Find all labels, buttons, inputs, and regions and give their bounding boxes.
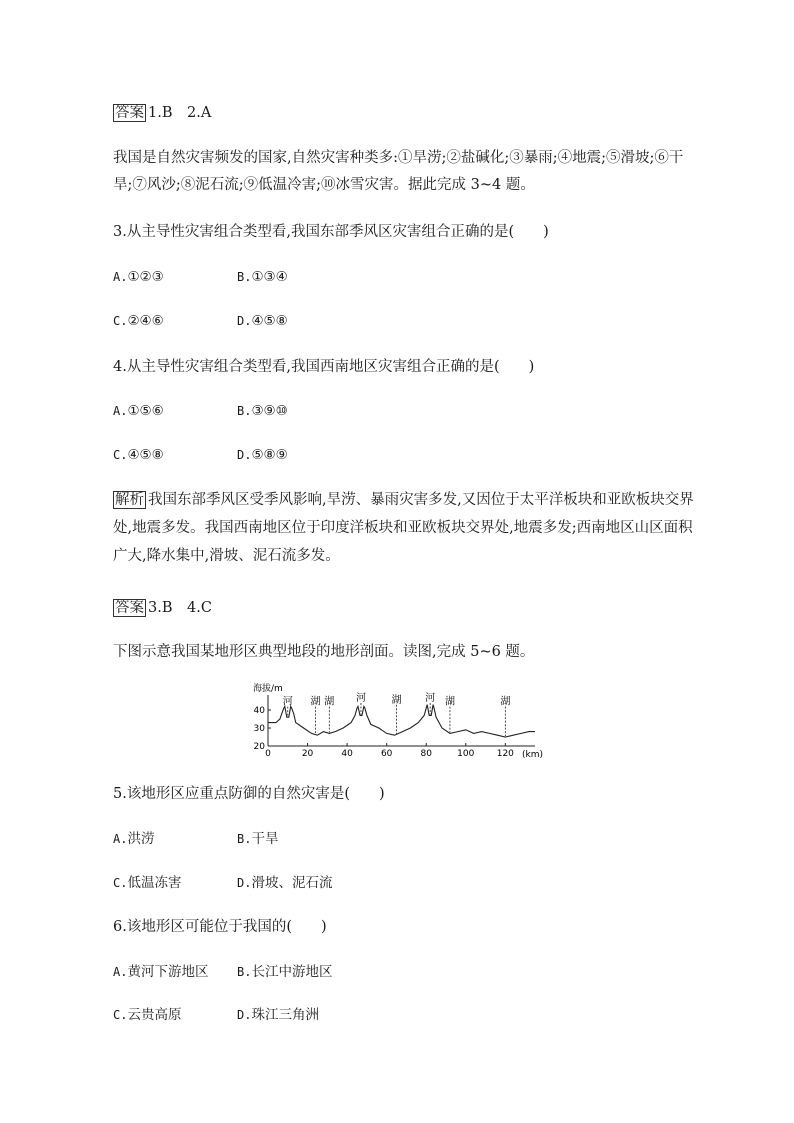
q3-option-a[interactable]: A.①②③ (113, 269, 164, 285)
q5-option-a[interactable]: A.洪涝 (113, 831, 155, 847)
question-5-stem: 5.该地形区应重点防御的自然灾害是( ) (113, 786, 385, 802)
annotation-label: 河 (282, 696, 293, 708)
x-tick-label: 60 (380, 749, 393, 759)
intro-3-4-line-1: 我国是自然灾害频发的国家,自然灾害种类多:①旱涝;②盐碱化;③暴雨;④地震;⑤滑坡;⑥干 (113, 150, 684, 166)
q5-option-c[interactable]: C.低温冻害 (113, 875, 182, 891)
annotation-label: 河 (355, 693, 366, 704)
x-tick-label: 40 (341, 749, 353, 759)
q3-option-c[interactable]: C.②④⑥ (113, 313, 164, 329)
annotation-label: 湖 (324, 696, 335, 708)
x-tick-label: 0 (265, 749, 271, 759)
annotation-label: 湖 (444, 696, 455, 708)
terrain-profile-line (268, 705, 535, 737)
intro-3-4-line-2: 旱;⑦风沙;⑧泥石流;⑨低温冷害;⑩冰雪灾害。据此完成 3~4 题。 (113, 177, 535, 193)
annotation-label: 河 (425, 693, 436, 704)
q3-option-b[interactable]: B.①③④ (237, 269, 288, 285)
analysis-tag: 解析 (115, 492, 144, 508)
x-axis-unit-label: (km) (522, 750, 544, 760)
answer-tag: 答案 (115, 105, 144, 121)
y-tick-label: 40 (253, 706, 265, 716)
q4-option-a[interactable]: A.①⑤⑥ (113, 403, 164, 419)
q3-option-d[interactable]: D.④⑤⑧ (237, 313, 288, 329)
annotation-label: 湖 (500, 696, 511, 708)
analysis-line-3: 广大,降水集中,滑坡、泥石流多发。 (113, 548, 340, 564)
q6-option-d[interactable]: D.珠江三角洲 (237, 1007, 319, 1023)
question-3-stem: 3.从主导性灾害组合类型看,我国东部季风区灾害组合正确的是( ) (113, 224, 549, 240)
q5-option-d[interactable]: D.滑坡、泥石流 (237, 875, 333, 891)
q6-option-b[interactable]: B.长江中游地区 (237, 964, 333, 980)
q4-option-d[interactable]: D.⑤⑧⑨ (237, 447, 288, 463)
x-tick-label: 120 (496, 749, 514, 759)
q6-option-a[interactable]: A.黄河下游地区 (113, 964, 209, 980)
q5-option-b[interactable]: B.干旱 (237, 831, 279, 847)
question-6-stem: 6.该地形区可能位于我国的( ) (113, 919, 327, 935)
y-tick-label: 30 (253, 724, 265, 734)
annotation-label: 湖 (310, 696, 321, 708)
analysis-line-1 (113, 490, 694, 510)
answer-tag-2: 答案 (115, 600, 144, 616)
x-tick-label: 100 (457, 749, 475, 759)
analysis-text-1: 我国东部季风区受季风影响,旱涝、暴雨灾害多发,又因位于太平洋板块和亚欧板块交界 (148, 492, 694, 508)
q4-option-b[interactable]: B.③⑨⑩ (237, 403, 288, 419)
x-tick-label: 80 (420, 749, 432, 759)
analysis-line-2: 处,地震多发。我国西南地区位于印度洋板块和亚欧板块交界处,地震多发;西南地区山区面积 (113, 520, 693, 536)
terrain-profile-chart (250, 680, 550, 760)
annotations (283, 692, 511, 736)
answer-line-1-2 (113, 103, 211, 123)
answer-text: 1.B 2.A (148, 105, 212, 121)
x-ticks (265, 743, 514, 759)
answer-text-2: 3.B 4.C (148, 600, 212, 616)
intro-5-6: 下图示意我国某地形区典型地段的地形剖面。读图,完成 5~6 题。 (113, 644, 535, 660)
y-axis-label: 海拔/m (253, 684, 283, 694)
annotation-label: 湖 (391, 694, 402, 706)
q6-option-c[interactable]: C.云贵高原 (113, 1007, 182, 1023)
answer-line-3-4 (113, 598, 212, 618)
y-tick-label: 20 (253, 742, 265, 752)
question-4-stem: 4.从主导性灾害组合类型看,我国西南地区灾害组合正确的是( ) (113, 359, 535, 375)
x-tick-label: 20 (301, 749, 314, 759)
q4-option-c[interactable]: C.④⑤⑧ (113, 447, 164, 463)
